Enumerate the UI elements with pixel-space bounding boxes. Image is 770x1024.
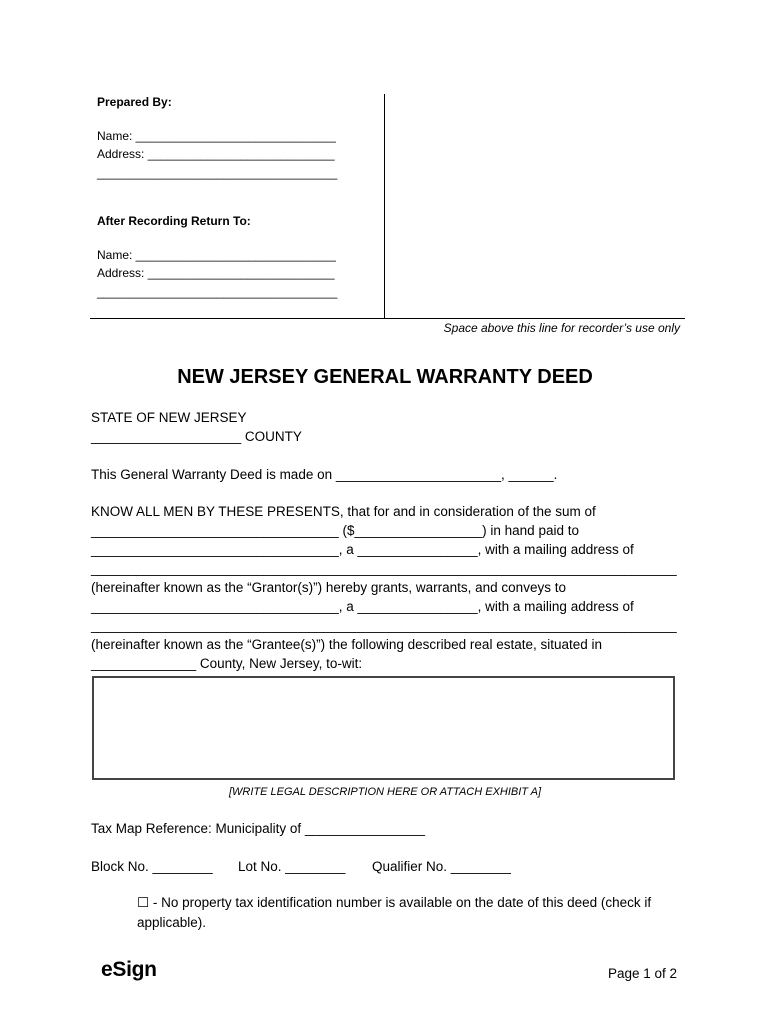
county-field[interactable]: ____________________ COUNTY <box>91 429 302 444</box>
page-number: Page 1 of 2 <box>607 966 677 981</box>
grantor-address-line[interactable]: ______________________________________________________________________________ <box>91 561 677 576</box>
prepared-name-field[interactable]: Name: ______________________________ <box>97 129 336 143</box>
block-number-field[interactable]: Block No. ________ <box>91 859 213 874</box>
document-title: NEW JERSEY GENERAL WARRANTY DEED <box>177 366 593 388</box>
no-tax-id-checkbox-line2: applicable). <box>137 915 207 930</box>
recorder-space-divider <box>90 318 685 319</box>
recorder-vertical-divider <box>384 94 385 318</box>
grantee-address-line[interactable]: ______________________________________________________________________________ <box>91 618 677 633</box>
return-name-field[interactable]: Name: ______________________________ <box>97 248 336 262</box>
return-address-line2[interactable]: ____________________________________ <box>97 285 338 299</box>
esign-logo: eSign <box>101 958 157 981</box>
legal-description-caption: [WRITE LEGAL DESCRIPTION HERE OR ATTACH EXHIBIT A] <box>228 786 542 798</box>
qualifier-number-field[interactable]: Qualifier No. ________ <box>372 859 511 874</box>
grantee-name-line[interactable]: _________________________________, a ________________, with a mailing address of <box>91 599 634 614</box>
return-to-label: After Recording Return To: <box>97 214 251 228</box>
grantor-name-line[interactable]: _________________________________, a ________________, with a mailing address of <box>91 542 634 557</box>
state-line: STATE OF NEW JERSEY <box>91 410 247 425</box>
no-tax-id-checkbox-line[interactable]: ☐ - No property tax identification number is available on the date of this deed (check if <box>137 895 652 910</box>
recorder-note: Space above this line for recorder’s use only <box>443 321 680 335</box>
consideration-amount-line[interactable]: _________________________________ ($_________________) in hand paid to <box>91 523 579 538</box>
made-on-line[interactable]: This General Warranty Deed is made on ______________________, ______. <box>91 467 558 482</box>
legal-description-box[interactable] <box>92 676 675 780</box>
tax-map-reference-field[interactable]: Tax Map Reference: Municipality of ________________ <box>91 821 425 836</box>
grantee-clause: (hereinafter known as the “Grantee(s)”) the following described real estate, situated in <box>91 637 603 652</box>
grantor-clause: (hereinafter known as the “Grantor(s)”) hereby grants, warrants, and conveys to <box>91 580 566 595</box>
lot-number-field[interactable]: Lot No. ________ <box>238 859 346 874</box>
prepared-address-line2[interactable]: ____________________________________ <box>97 166 338 180</box>
prepared-by-label: Prepared By: <box>97 95 172 109</box>
consideration-paragraph-line1: KNOW ALL MEN BY THESE PRESENTS, that for and in consideration of the sum of <box>91 504 596 519</box>
prepared-address-field[interactable]: Address: ____________________________ <box>97 147 335 161</box>
county-situated-line[interactable]: ______________ County, New Jersey, to-wit: <box>91 656 363 671</box>
return-address-field[interactable]: Address: ____________________________ <box>97 266 335 280</box>
